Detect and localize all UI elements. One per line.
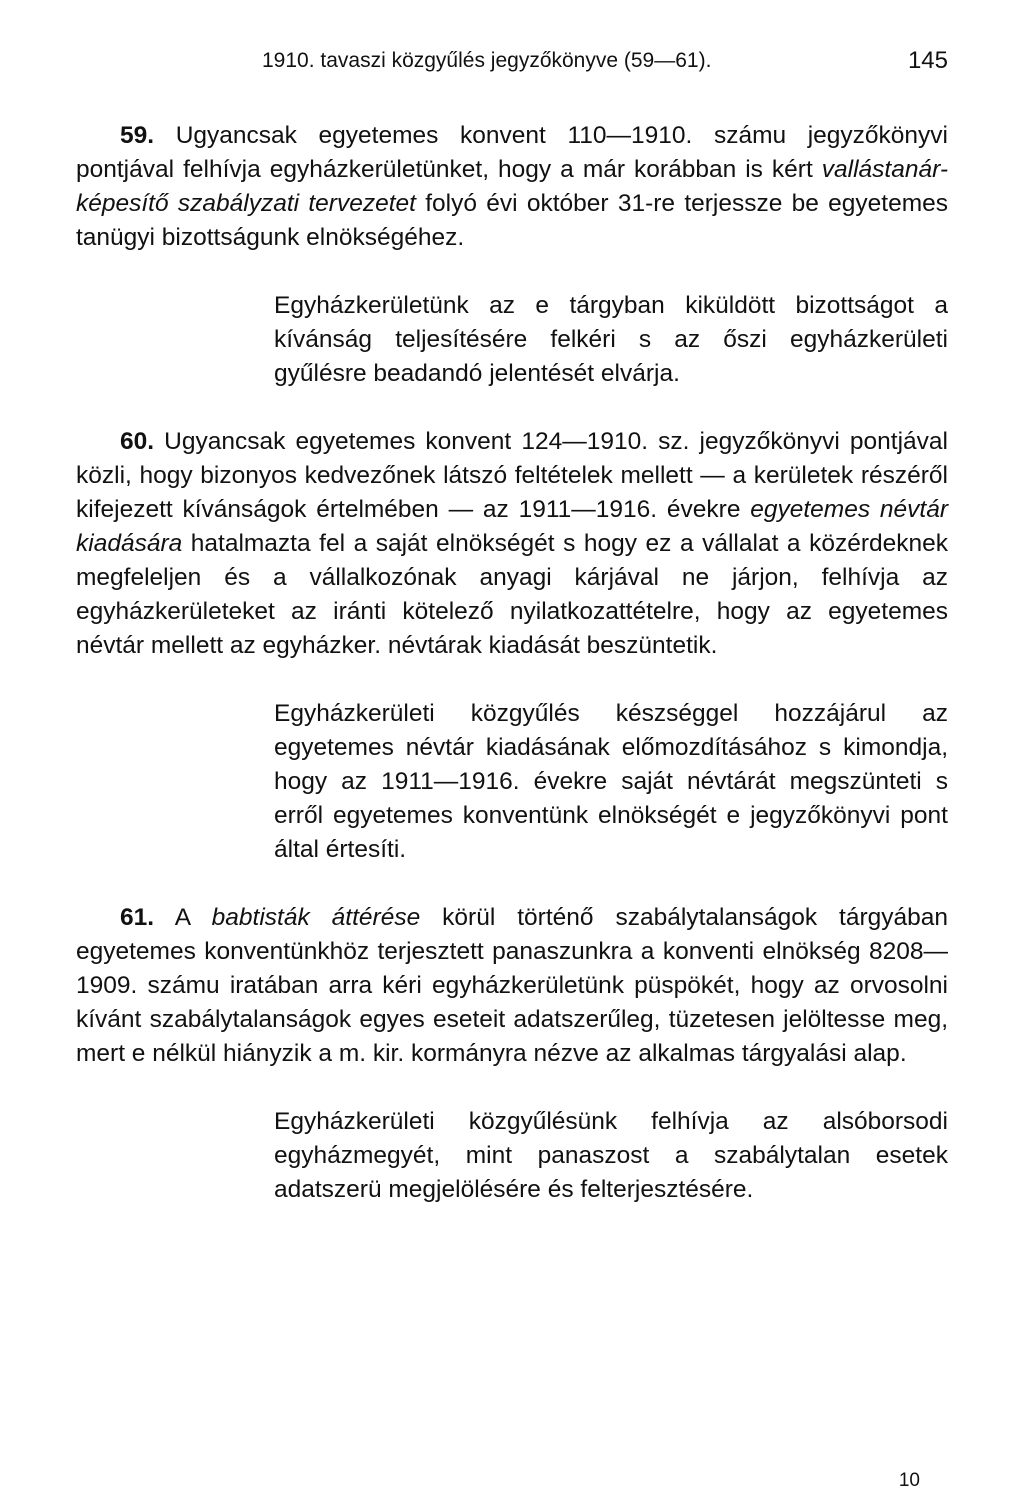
running-title: 1910. tavaszi közgyűlés jegyzőkönyve (59—61). (262, 49, 712, 72)
section-number: 60. (120, 428, 155, 455)
section-text: A (174, 904, 212, 931)
page-number: 145 (907, 47, 948, 74)
section-text: folyó évi október 31-re terjessze be egyetemes tanügyi bizottságunk elnökségéhez. (76, 190, 948, 251)
section-61 (76, 901, 948, 1071)
resolution-61: Egyházkerületi közgyűlésünk felhívja az alsóborsodi egyházmegyét, mint panaszost a szabálytalan esetek adatszerü megjelölésére és felterjesztésére. (274, 1108, 948, 1203)
section-text: hatalmazta fel a saját elnökségét s hogy ez a vállalat a közérdeknek megfeleljen és a vállalkozónak anyagi kárjával ne járjon, felhívja az egyházkerületeket az iránti kötelező nyilatkozattételre, hogy az egyetemes névtár mellett az egyházker. névtárak kiadását beszüntetik. (76, 530, 948, 659)
section-number: 61. (120, 904, 155, 931)
document-body (76, 119, 948, 1207)
section-emphasis: babtisták áttérése (211, 904, 421, 931)
section-text: Ugyancsak egyetemes konvent 124—1910. sz. jegyzőkönyvi pontjával közli, hogy bizonyos kedvezőnek látszó feltételek mellett — a kerületek részéről kifejezett kívánságok értelmében — az 1911—1916. évekre (76, 428, 948, 523)
resolution-59: Egyházkerületünk az e tárgyban kiküldött bizottságot a kívánság teljesítésére felkéri s az őszi egyházkerületi gyűlésre beadandó jelentését elvárja. (274, 292, 948, 387)
section-number: 59. (120, 122, 155, 149)
page-header (262, 46, 948, 76)
section-emphasis: vallástanár-képesítő szabályzati tervezetet (76, 156, 948, 217)
section-59 (76, 119, 948, 255)
resolution-60: Egyházkerületi közgyűlés készséggel hozzájárul az egyetemes névtár kiadásának előmozdításához s kimondja, hogy az 1911—1916. évekre saját névtárát megszünteti s erről egyetemes konventünk elnökségét e jegyzőkönyvi pont által értesíti. (274, 700, 948, 863)
section-60 (76, 425, 948, 663)
section-text: körül történő szabálytalanságok tárgyában egyetemes konventünkhöz terjesztett panaszunkra a konventi elnökség 8208—1909. számu iratában arra kéri egyházkerületünk püspökét, hogy az orvosolni kívánt szabálytalanságok egyes eseteit adatszerűleg, tüzetesen jelöltesse meg, mert e nélkül hiányzik a m. kir. kormányra nézve az alkalmas tárgyalási alap. (76, 904, 949, 1067)
signature-mark: 10 (898, 1470, 920, 1491)
section-text: Ugyancsak egyetemes konvent 110—1910. számu jegyzőkönyvi pontjával felhívja egyházkerületünket, hogy a már korábban is kért (76, 122, 948, 183)
section-emphasis: egyetemes névtár kiadására (76, 496, 948, 557)
